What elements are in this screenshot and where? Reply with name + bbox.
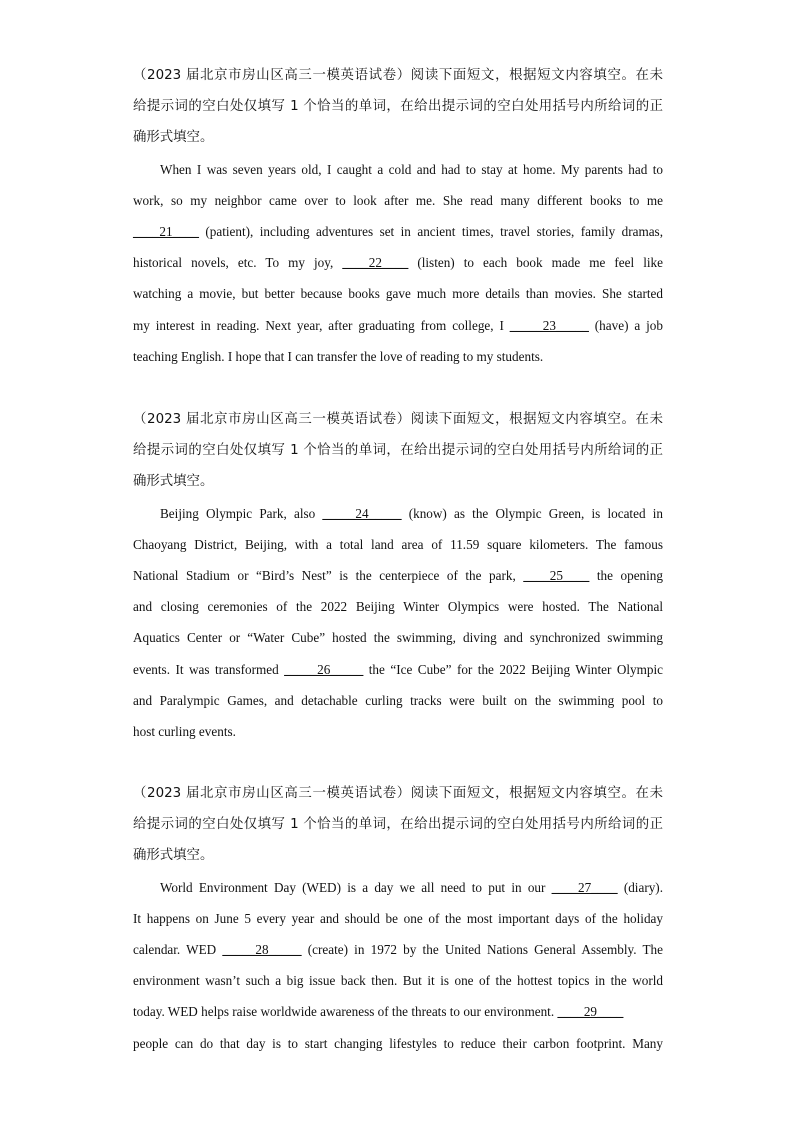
answer-blank[interactable]: ____27____ [551,879,618,895]
passage-text: (diary). [617,879,663,895]
passage-line [133,934,663,965]
passage-text: When I was seven years old, I caught a cold and had to stay at home. My parents had to [160,161,663,177]
passage-text: World Environment Day (WED) is a day we all need to put in our [160,879,552,895]
passage-line [133,278,663,309]
passage-text: calendar. WED [133,941,223,957]
passage-text: Beijing Olympic Park, also [160,505,323,521]
passage-text: environment wasn’t such a big issue back then. But it is one of the hottest topics in the world [133,973,663,989]
passage-text: today. WED helps raise worldwide awareness of the threats to our environment. [133,1004,558,1020]
passage-line [133,341,663,372]
passage-line [133,903,663,934]
instruction-line: 给提示词的空白处仅填写 1 个恰当的单词，在给出提示词的空白处用括号内所给词的正 [133,443,663,459]
passage-line [133,685,663,716]
answer-blank[interactable]: ____25____ [523,567,590,583]
passage-line [133,216,663,247]
instruction-line: 确形式填空。 [133,474,214,490]
answer-blank[interactable]: _____28_____ [222,941,302,957]
answer-blank[interactable]: ____22____ [342,255,409,271]
passage-line [133,622,663,653]
passage-text: It happens on June 5 every year and should be one of the most important days of the holiday [133,910,663,926]
passage-section-2 [133,404,663,747]
instruction-line: 给提示词的空白处仅填写 1 个恰当的单词，在给出提示词的空白处用括号内所给词的正 [133,817,663,833]
passage-section-1 [133,60,663,372]
passage-text: and Paralympic Games, and detachable curling tracks were built on the swimming pool to [133,692,663,708]
passage-line [133,716,663,747]
passage-text: (listen) to each book made me feel like [408,255,663,271]
instruction-line: 确形式填空。 [133,130,214,146]
instruction-line: （2023 届北京市房山区高三一模英语试卷）阅读下面短文，根据短文内容填空。在未 [133,68,663,83]
passage-text: watching a movie, but better because books gave much more details than movies. She started [133,286,663,302]
passage-line [133,996,663,1027]
passage-line [133,872,663,903]
passage-text: the “Ice Cube” for the 2022 Beijing Winter Olympic [363,661,663,677]
passage-line [133,154,663,185]
passage-text: Aquatics Center or “Water Cube” hosted the swimming, diving and synchronized swimming [133,630,663,646]
answer-blank[interactable]: _____26_____ [284,661,364,677]
passage-text: (create) in 1972 by the United Nations General Assembly. The [301,941,664,957]
passage-text: host curling events. [133,723,236,739]
passage-text: (patient), including adventures set in ancient times, travel stories, family dramas, [198,223,663,239]
passage-text: events. It was transformed [133,661,285,677]
passage-text: work, so my neighbor came over to look after me. She read many different books to me [133,192,663,208]
answer-blank[interactable]: _____24_____ [322,505,402,521]
passage-text: teaching English. I hope that I can transfer the love of reading to my students. [133,348,544,364]
passage-line [133,560,663,591]
passage-text: (have) a job [588,317,663,333]
instruction-line: （2023 届北京市房山区高三一模英语试卷）阅读下面短文，根据短文内容填空。在未 [133,786,663,801]
passage-text: the opening [589,567,663,583]
passage-line [133,965,663,996]
instruction-line: （2023 届北京市房山区高三一模英语试卷）阅读下面短文，根据短文内容填空。在未 [133,412,663,427]
passage-line [133,1028,663,1059]
answer-blank[interactable]: _____23_____ [509,317,589,333]
passage-line [133,247,663,278]
passage-line [133,529,663,560]
passage-line [133,185,663,216]
passage-text: people can do that day is to start changing lifestyles to reduce their carbon footprint. Many [133,1035,663,1051]
passage-text: and closing ceremonies of the 2022 Beijing Winter Olympics were hosted. The National [133,599,663,615]
passage-line [133,591,663,622]
passage-text: my interest in reading. Next year, after graduating from college, I [133,317,510,333]
passage-line [133,310,663,341]
instruction-line: 确形式填空。 [133,848,214,864]
answer-blank[interactable]: ____21____ [133,223,199,239]
answer-blank[interactable]: ____29____ [557,1004,624,1020]
passage-text: National Stadium or “Bird’s Nest” is the centerpiece of the park, [133,567,524,583]
instruction-line: 给提示词的空白处仅填写 1 个恰当的单词，在给出提示词的空白处用括号内所给词的正 [133,99,663,115]
passage-text: historical novels, etc. To my joy, [133,255,343,271]
passage-line [133,654,663,685]
passage-text: (know) as the Olympic Green, is located in [401,505,663,521]
passage-text: Chaoyang District, Beijing, with a total land area of 11.59 square kilometers. The famous [133,536,663,552]
passage-section-3 [133,778,663,1059]
passage-line [133,498,663,529]
